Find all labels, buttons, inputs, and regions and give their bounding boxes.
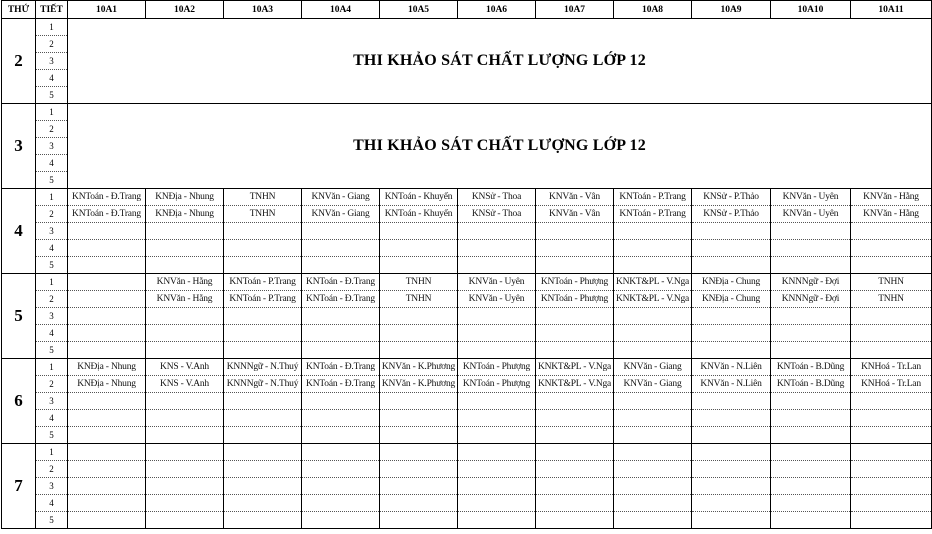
period-number: 5 [36, 257, 68, 274]
period-number: 5 [36, 87, 68, 104]
day-5-period-5-row [2, 342, 932, 359]
lesson-cell: KNVăn - Giang [302, 206, 380, 223]
lesson-cell: KNVăn - Uyên [458, 274, 536, 291]
lesson-cell: KNVăn - K.Phương [380, 376, 458, 393]
lesson-cell [458, 495, 536, 512]
lesson-cell [146, 308, 224, 325]
lesson-cell [380, 325, 458, 342]
lesson-cell: KNĐịa - Chung [692, 274, 771, 291]
lesson-cell [614, 308, 692, 325]
period-number: 2 [36, 291, 68, 308]
lesson-cell [458, 223, 536, 240]
lesson-cell [380, 478, 458, 495]
lesson-cell: KNNNgữ - Đợi [771, 291, 851, 308]
lesson-cell: KNToán - Đ.Trang [68, 206, 146, 223]
lesson-cell: KNVăn - Hằng [146, 291, 224, 308]
day-3-period-1-row [2, 104, 932, 121]
lesson-cell [851, 342, 932, 359]
lesson-cell [380, 393, 458, 410]
period-number: 3 [36, 223, 68, 240]
lesson-cell [380, 308, 458, 325]
day-label: 5 [2, 274, 36, 359]
lesson-cell [302, 410, 380, 427]
lesson-cell [614, 240, 692, 257]
day-4-period-4-row [2, 240, 932, 257]
lesson-cell [224, 444, 302, 461]
lesson-cell: KNSử - P.Thảo [692, 206, 771, 223]
day-4-period-2-row [2, 206, 932, 223]
lesson-cell: KNKT&PL - V.Nga [614, 291, 692, 308]
lesson-cell: KNVăn - K.Phương [380, 359, 458, 376]
lesson-cell [771, 223, 851, 240]
lesson-cell [224, 495, 302, 512]
lesson-cell [380, 512, 458, 529]
lesson-cell [68, 257, 146, 274]
lesson-cell [302, 444, 380, 461]
lesson-cell [68, 240, 146, 257]
lesson-cell: KNToán - P.Trang [614, 206, 692, 223]
lesson-cell [692, 257, 771, 274]
lesson-cell [224, 393, 302, 410]
lesson-cell [614, 393, 692, 410]
lesson-cell: KNĐịa - Nhung [146, 206, 224, 223]
lesson-cell: KNSử - P.Thảo [692, 189, 771, 206]
period-number: 2 [36, 36, 68, 53]
lesson-cell [614, 223, 692, 240]
lesson-cell [692, 478, 771, 495]
lesson-cell [224, 427, 302, 444]
lesson-cell: KNVăn - Vân [536, 189, 614, 206]
lesson-cell [851, 308, 932, 325]
lesson-cell [851, 461, 932, 478]
lesson-cell [302, 461, 380, 478]
header-class-10a2: 10A2 [146, 1, 224, 19]
lesson-cell: KNVăn - N.Liên [692, 376, 771, 393]
lesson-cell [146, 393, 224, 410]
lesson-cell [851, 478, 932, 495]
timetable [1, 0, 932, 529]
lesson-cell [68, 478, 146, 495]
lesson-cell [692, 410, 771, 427]
lesson-cell: KNToán - Đ.Trang [302, 359, 380, 376]
lesson-cell [224, 410, 302, 427]
lesson-cell [146, 478, 224, 495]
header-class-10a1: 10A1 [68, 1, 146, 19]
header-class-10a4: 10A4 [302, 1, 380, 19]
lesson-cell: KNSử - Thoa [458, 206, 536, 223]
lesson-cell [458, 478, 536, 495]
day-7-period-1-row [2, 444, 932, 461]
period-number: 2 [36, 121, 68, 138]
timetable-body [2, 19, 932, 529]
lesson-cell [68, 223, 146, 240]
lesson-cell [614, 257, 692, 274]
lesson-cell [68, 444, 146, 461]
lesson-cell [692, 512, 771, 529]
lesson-cell: KNVăn - Giang [614, 359, 692, 376]
lesson-cell: KNToán - Đ.Trang [302, 376, 380, 393]
lesson-cell [146, 342, 224, 359]
lesson-cell [851, 444, 932, 461]
lesson-cell [458, 325, 536, 342]
lesson-cell [771, 495, 851, 512]
day-5-period-1-row [2, 274, 932, 291]
period-number: 4 [36, 325, 68, 342]
day-5-period-2-row [2, 291, 932, 308]
lesson-cell [68, 291, 146, 308]
lesson-cell [458, 342, 536, 359]
lesson-cell [692, 223, 771, 240]
exam-notice: THI KHẢO SÁT CHẤT LƯỢNG LỚP 12 [68, 19, 932, 104]
header-class-10a3: 10A3 [224, 1, 302, 19]
lesson-cell [458, 257, 536, 274]
period-number: 1 [36, 189, 68, 206]
lesson-cell: KNVăn - Hằng [851, 206, 932, 223]
lesson-cell [536, 308, 614, 325]
lesson-cell: KNKT&PL - V.Nga [614, 274, 692, 291]
lesson-cell [771, 308, 851, 325]
lesson-cell [851, 223, 932, 240]
lesson-cell [851, 393, 932, 410]
lesson-cell [302, 495, 380, 512]
lesson-cell [146, 325, 224, 342]
period-number: 1 [36, 444, 68, 461]
lesson-cell [458, 427, 536, 444]
lesson-cell [68, 325, 146, 342]
lesson-cell [68, 427, 146, 444]
lesson-cell: KNHoá - Tr.Lan [851, 376, 932, 393]
lesson-cell: KNToán - Phượng [536, 274, 614, 291]
lesson-cell [851, 325, 932, 342]
lesson-cell [302, 393, 380, 410]
lesson-cell [536, 342, 614, 359]
lesson-cell: KNToán - Phượng [458, 376, 536, 393]
lesson-cell [536, 410, 614, 427]
lesson-cell [380, 342, 458, 359]
lesson-cell: KNVăn - Hằng [851, 189, 932, 206]
lesson-cell [851, 410, 932, 427]
period-number: 5 [36, 427, 68, 444]
lesson-cell [146, 410, 224, 427]
lesson-cell [851, 495, 932, 512]
lesson-cell [68, 512, 146, 529]
day-label: 4 [2, 189, 36, 274]
lesson-cell [380, 410, 458, 427]
lesson-cell: KNToán - B.Dũng [771, 359, 851, 376]
lesson-cell: KNĐịa - Nhung [68, 376, 146, 393]
lesson-cell [614, 495, 692, 512]
lesson-cell: KNĐịa - Nhung [68, 359, 146, 376]
lesson-cell: KNToán - Khuyến [380, 189, 458, 206]
lesson-cell [224, 308, 302, 325]
lesson-cell: KNToán - Đ.Trang [68, 189, 146, 206]
lesson-cell [146, 223, 224, 240]
day-label: 7 [2, 444, 36, 529]
lesson-cell [146, 427, 224, 444]
day-6-period-2-row [2, 376, 932, 393]
lesson-cell [851, 240, 932, 257]
day-7-period-3-row [2, 478, 932, 495]
lesson-cell [302, 325, 380, 342]
lesson-cell [68, 410, 146, 427]
lesson-cell [771, 240, 851, 257]
lesson-cell [614, 427, 692, 444]
lesson-cell: KNToán - P.Trang [224, 274, 302, 291]
lesson-cell [224, 257, 302, 274]
lesson-cell [224, 512, 302, 529]
period-number: 4 [36, 240, 68, 257]
lesson-cell: KNS - V.Anh [146, 376, 224, 393]
lesson-cell [458, 410, 536, 427]
lesson-cell [614, 512, 692, 529]
lesson-cell [536, 495, 614, 512]
period-number: 2 [36, 206, 68, 223]
lesson-cell: TNHN [380, 291, 458, 308]
lesson-cell: KNNNgữ - N.Thuý [224, 376, 302, 393]
day-6-period-4-row [2, 410, 932, 427]
day-label: 2 [2, 19, 36, 104]
lesson-cell: KNĐịa - Chung [692, 291, 771, 308]
lesson-cell [146, 444, 224, 461]
lesson-cell [458, 512, 536, 529]
lesson-cell [771, 257, 851, 274]
lesson-cell [692, 495, 771, 512]
lesson-cell [224, 478, 302, 495]
lesson-cell: KNToán - Đ.Trang [302, 291, 380, 308]
lesson-cell: KNKT&PL - V.Nga [536, 359, 614, 376]
lesson-cell: TNHN [380, 274, 458, 291]
lesson-cell [146, 495, 224, 512]
lesson-cell [692, 444, 771, 461]
header-class-10a9: 10A9 [692, 1, 771, 19]
lesson-cell [302, 512, 380, 529]
lesson-cell [380, 427, 458, 444]
lesson-cell [380, 223, 458, 240]
lesson-cell [224, 342, 302, 359]
lesson-cell: KNNNgữ - Đợi [771, 274, 851, 291]
lesson-cell [146, 512, 224, 529]
lesson-cell: KNNNgữ - N.Thuý [224, 359, 302, 376]
exam-notice: THI KHẢO SÁT CHẤT LƯỢNG LỚP 12 [68, 104, 932, 189]
day-6-period-1-row [2, 359, 932, 376]
lesson-cell [536, 257, 614, 274]
lesson-cell [302, 257, 380, 274]
period-number: 5 [36, 172, 68, 189]
lesson-cell: KNToán - P.Trang [224, 291, 302, 308]
lesson-cell [68, 274, 146, 291]
lesson-cell [302, 308, 380, 325]
period-number: 4 [36, 155, 68, 172]
lesson-cell: KNVăn - N.Liên [692, 359, 771, 376]
header-class-10a7: 10A7 [536, 1, 614, 19]
lesson-cell [851, 512, 932, 529]
day-4-period-1-row [2, 189, 932, 206]
lesson-cell [458, 308, 536, 325]
lesson-cell [302, 342, 380, 359]
lesson-cell [771, 325, 851, 342]
lesson-cell [302, 478, 380, 495]
lesson-cell [68, 308, 146, 325]
header-class-10a11: 10A11 [851, 1, 932, 19]
lesson-cell [380, 495, 458, 512]
lesson-cell [771, 342, 851, 359]
lesson-cell [692, 461, 771, 478]
lesson-cell [536, 223, 614, 240]
period-number: 3 [36, 393, 68, 410]
lesson-cell [536, 461, 614, 478]
lesson-cell [224, 240, 302, 257]
day-5-period-4-row [2, 325, 932, 342]
lesson-cell [224, 223, 302, 240]
lesson-cell [771, 512, 851, 529]
lesson-cell [692, 325, 771, 342]
lesson-cell [771, 444, 851, 461]
lesson-cell: KNToán - Phượng [536, 291, 614, 308]
lesson-cell: KNToán - B.Dũng [771, 376, 851, 393]
period-number: 3 [36, 478, 68, 495]
lesson-cell [851, 427, 932, 444]
lesson-cell [68, 495, 146, 512]
lesson-cell: KNKT&PL - V.Nga [536, 376, 614, 393]
lesson-cell: KNVăn - Uyên [771, 189, 851, 206]
header-class-10a5: 10A5 [380, 1, 458, 19]
period-number: 1 [36, 359, 68, 376]
lesson-cell: KNS - V.Anh [146, 359, 224, 376]
lesson-cell [302, 240, 380, 257]
period-number: 2 [36, 461, 68, 478]
lesson-cell [458, 461, 536, 478]
header-class-10a8: 10A8 [614, 1, 692, 19]
lesson-cell: KNVăn - Uyên [458, 291, 536, 308]
lesson-cell [302, 223, 380, 240]
lesson-cell [536, 512, 614, 529]
lesson-cell [68, 342, 146, 359]
day-6-period-3-row [2, 393, 932, 410]
lesson-cell [380, 444, 458, 461]
header-class-10a6: 10A6 [458, 1, 536, 19]
lesson-cell [536, 393, 614, 410]
lesson-cell [146, 257, 224, 274]
lesson-cell: TNHN [851, 274, 932, 291]
lesson-cell: KNVăn - Uyên [771, 206, 851, 223]
day-label: 3 [2, 104, 36, 189]
lesson-cell [614, 325, 692, 342]
lesson-cell: TNHN [851, 291, 932, 308]
day-5-period-3-row [2, 308, 932, 325]
lesson-cell [458, 393, 536, 410]
lesson-cell [771, 461, 851, 478]
lesson-cell [614, 478, 692, 495]
lesson-cell [692, 427, 771, 444]
lesson-cell [68, 393, 146, 410]
period-number: 3 [36, 138, 68, 155]
lesson-cell [692, 393, 771, 410]
lesson-cell: TNHN [224, 189, 302, 206]
lesson-cell: KNVăn - Giang [614, 376, 692, 393]
period-number: 4 [36, 495, 68, 512]
period-number: 1 [36, 274, 68, 291]
period-number: 4 [36, 410, 68, 427]
lesson-cell: KNSử - Thoa [458, 189, 536, 206]
period-number: 2 [36, 376, 68, 393]
lesson-cell [771, 393, 851, 410]
period-number: 1 [36, 19, 68, 36]
lesson-cell [771, 410, 851, 427]
lesson-cell [380, 461, 458, 478]
lesson-cell [458, 240, 536, 257]
period-number: 1 [36, 104, 68, 121]
lesson-cell [380, 240, 458, 257]
lesson-cell [68, 461, 146, 478]
lesson-cell [224, 461, 302, 478]
lesson-cell [536, 325, 614, 342]
lesson-cell [224, 325, 302, 342]
lesson-cell [692, 308, 771, 325]
lesson-cell: KNVăn - Hằng [146, 274, 224, 291]
lesson-cell [536, 444, 614, 461]
lesson-cell: KNToán - Phượng [458, 359, 536, 376]
lesson-cell [536, 478, 614, 495]
period-number: 5 [36, 342, 68, 359]
lesson-cell [692, 342, 771, 359]
lesson-cell: KNToán - Khuyến [380, 206, 458, 223]
header-tiet: TIẾT [36, 1, 68, 19]
lesson-cell [380, 257, 458, 274]
lesson-cell: KNĐịa - Nhung [146, 189, 224, 206]
period-number: 4 [36, 70, 68, 87]
lesson-cell: KNToán - Đ.Trang [302, 274, 380, 291]
lesson-cell: TNHN [224, 206, 302, 223]
lesson-cell [458, 444, 536, 461]
lesson-cell [614, 444, 692, 461]
lesson-cell [614, 461, 692, 478]
day-7-period-2-row [2, 461, 932, 478]
period-number: 3 [36, 308, 68, 325]
header-thu: THỨ [2, 1, 36, 19]
header-row [2, 1, 932, 19]
lesson-cell [146, 461, 224, 478]
lesson-cell [614, 342, 692, 359]
lesson-cell [851, 257, 932, 274]
header-class-10a10: 10A10 [771, 1, 851, 19]
day-label: 6 [2, 359, 36, 444]
lesson-cell [771, 427, 851, 444]
lesson-cell [536, 240, 614, 257]
day-7-period-5-row [2, 512, 932, 529]
lesson-cell: KNVăn - Giang [302, 189, 380, 206]
lesson-cell [302, 427, 380, 444]
day-4-period-3-row [2, 223, 932, 240]
lesson-cell: KNToán - P.Trang [614, 189, 692, 206]
day-4-period-5-row [2, 257, 932, 274]
day-7-period-4-row [2, 495, 932, 512]
lesson-cell: KNVăn - Vân [536, 206, 614, 223]
lesson-cell [771, 478, 851, 495]
day-2-period-1-row [2, 19, 932, 36]
lesson-cell [536, 427, 614, 444]
day-6-period-5-row [2, 427, 932, 444]
lesson-cell [146, 240, 224, 257]
lesson-cell [692, 240, 771, 257]
period-number: 3 [36, 53, 68, 70]
lesson-cell [614, 410, 692, 427]
period-number: 5 [36, 512, 68, 529]
lesson-cell: KNHoá - Tr.Lan [851, 359, 932, 376]
